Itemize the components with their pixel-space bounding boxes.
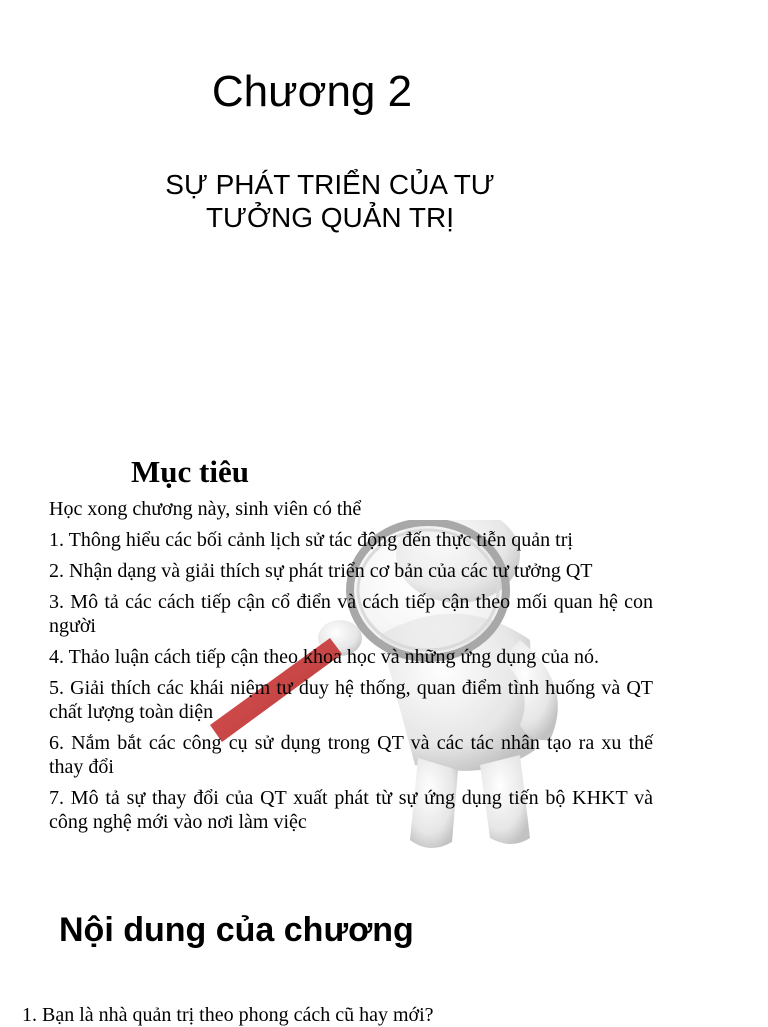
objective-item-2: 2. Nhận dạng và giải thích sự phát triển cơ bản của các tư tưởng QT bbox=[49, 560, 593, 582]
chapter-subtitle bbox=[100, 168, 560, 234]
objectives-list bbox=[49, 528, 653, 841]
objective-item-3: 3. Mô tả các cách tiếp cận cổ điển và cách tiếp cận theo mối quan hệ con người bbox=[49, 591, 653, 637]
objectives-intro: Học xong chương này, sinh viên có thể bbox=[49, 498, 362, 520]
objective-item-7: 7. Mô tả sự thay đổi của QT xuất phát từ sự ứng dụng tiến bộ KHKT và công nghệ mới vào nơi làm việc bbox=[49, 787, 653, 833]
chapter-subtitle-line-1: SỰ PHÁT TRIỂN CỦA TƯ bbox=[165, 169, 495, 200]
content-heading: Nội dung của chương bbox=[59, 911, 414, 949]
objective-item-6: 6. Nắm bắt các công cụ sử dụng trong QT và các tác nhân tạo ra xu thế thay đổi bbox=[49, 732, 653, 778]
objective-item-4: 4. Thảo luận cách tiếp cận theo khoa học và những ứng dụng của nó. bbox=[49, 646, 600, 668]
chapter-title: Chương 2 bbox=[211, 67, 413, 116]
objectives-heading: Mục tiêu bbox=[131, 454, 249, 489]
chapter-subtitle-line-2: TƯỞNG QUẢN TRỊ bbox=[205, 202, 455, 233]
objective-item-5: 5. Giải thích các khái niệm tư duy hệ thống, quan điểm tình huống và QT chất lượng toàn diện bbox=[49, 677, 653, 723]
objective-item-1: 1. Thông hiểu các bối cảnh lịch sử tác động đến thực tiễn quản trị bbox=[49, 529, 573, 551]
content-item-1: 1. Bạn là nhà quản trị theo phong cách cũ hay mới? bbox=[22, 1004, 434, 1026]
